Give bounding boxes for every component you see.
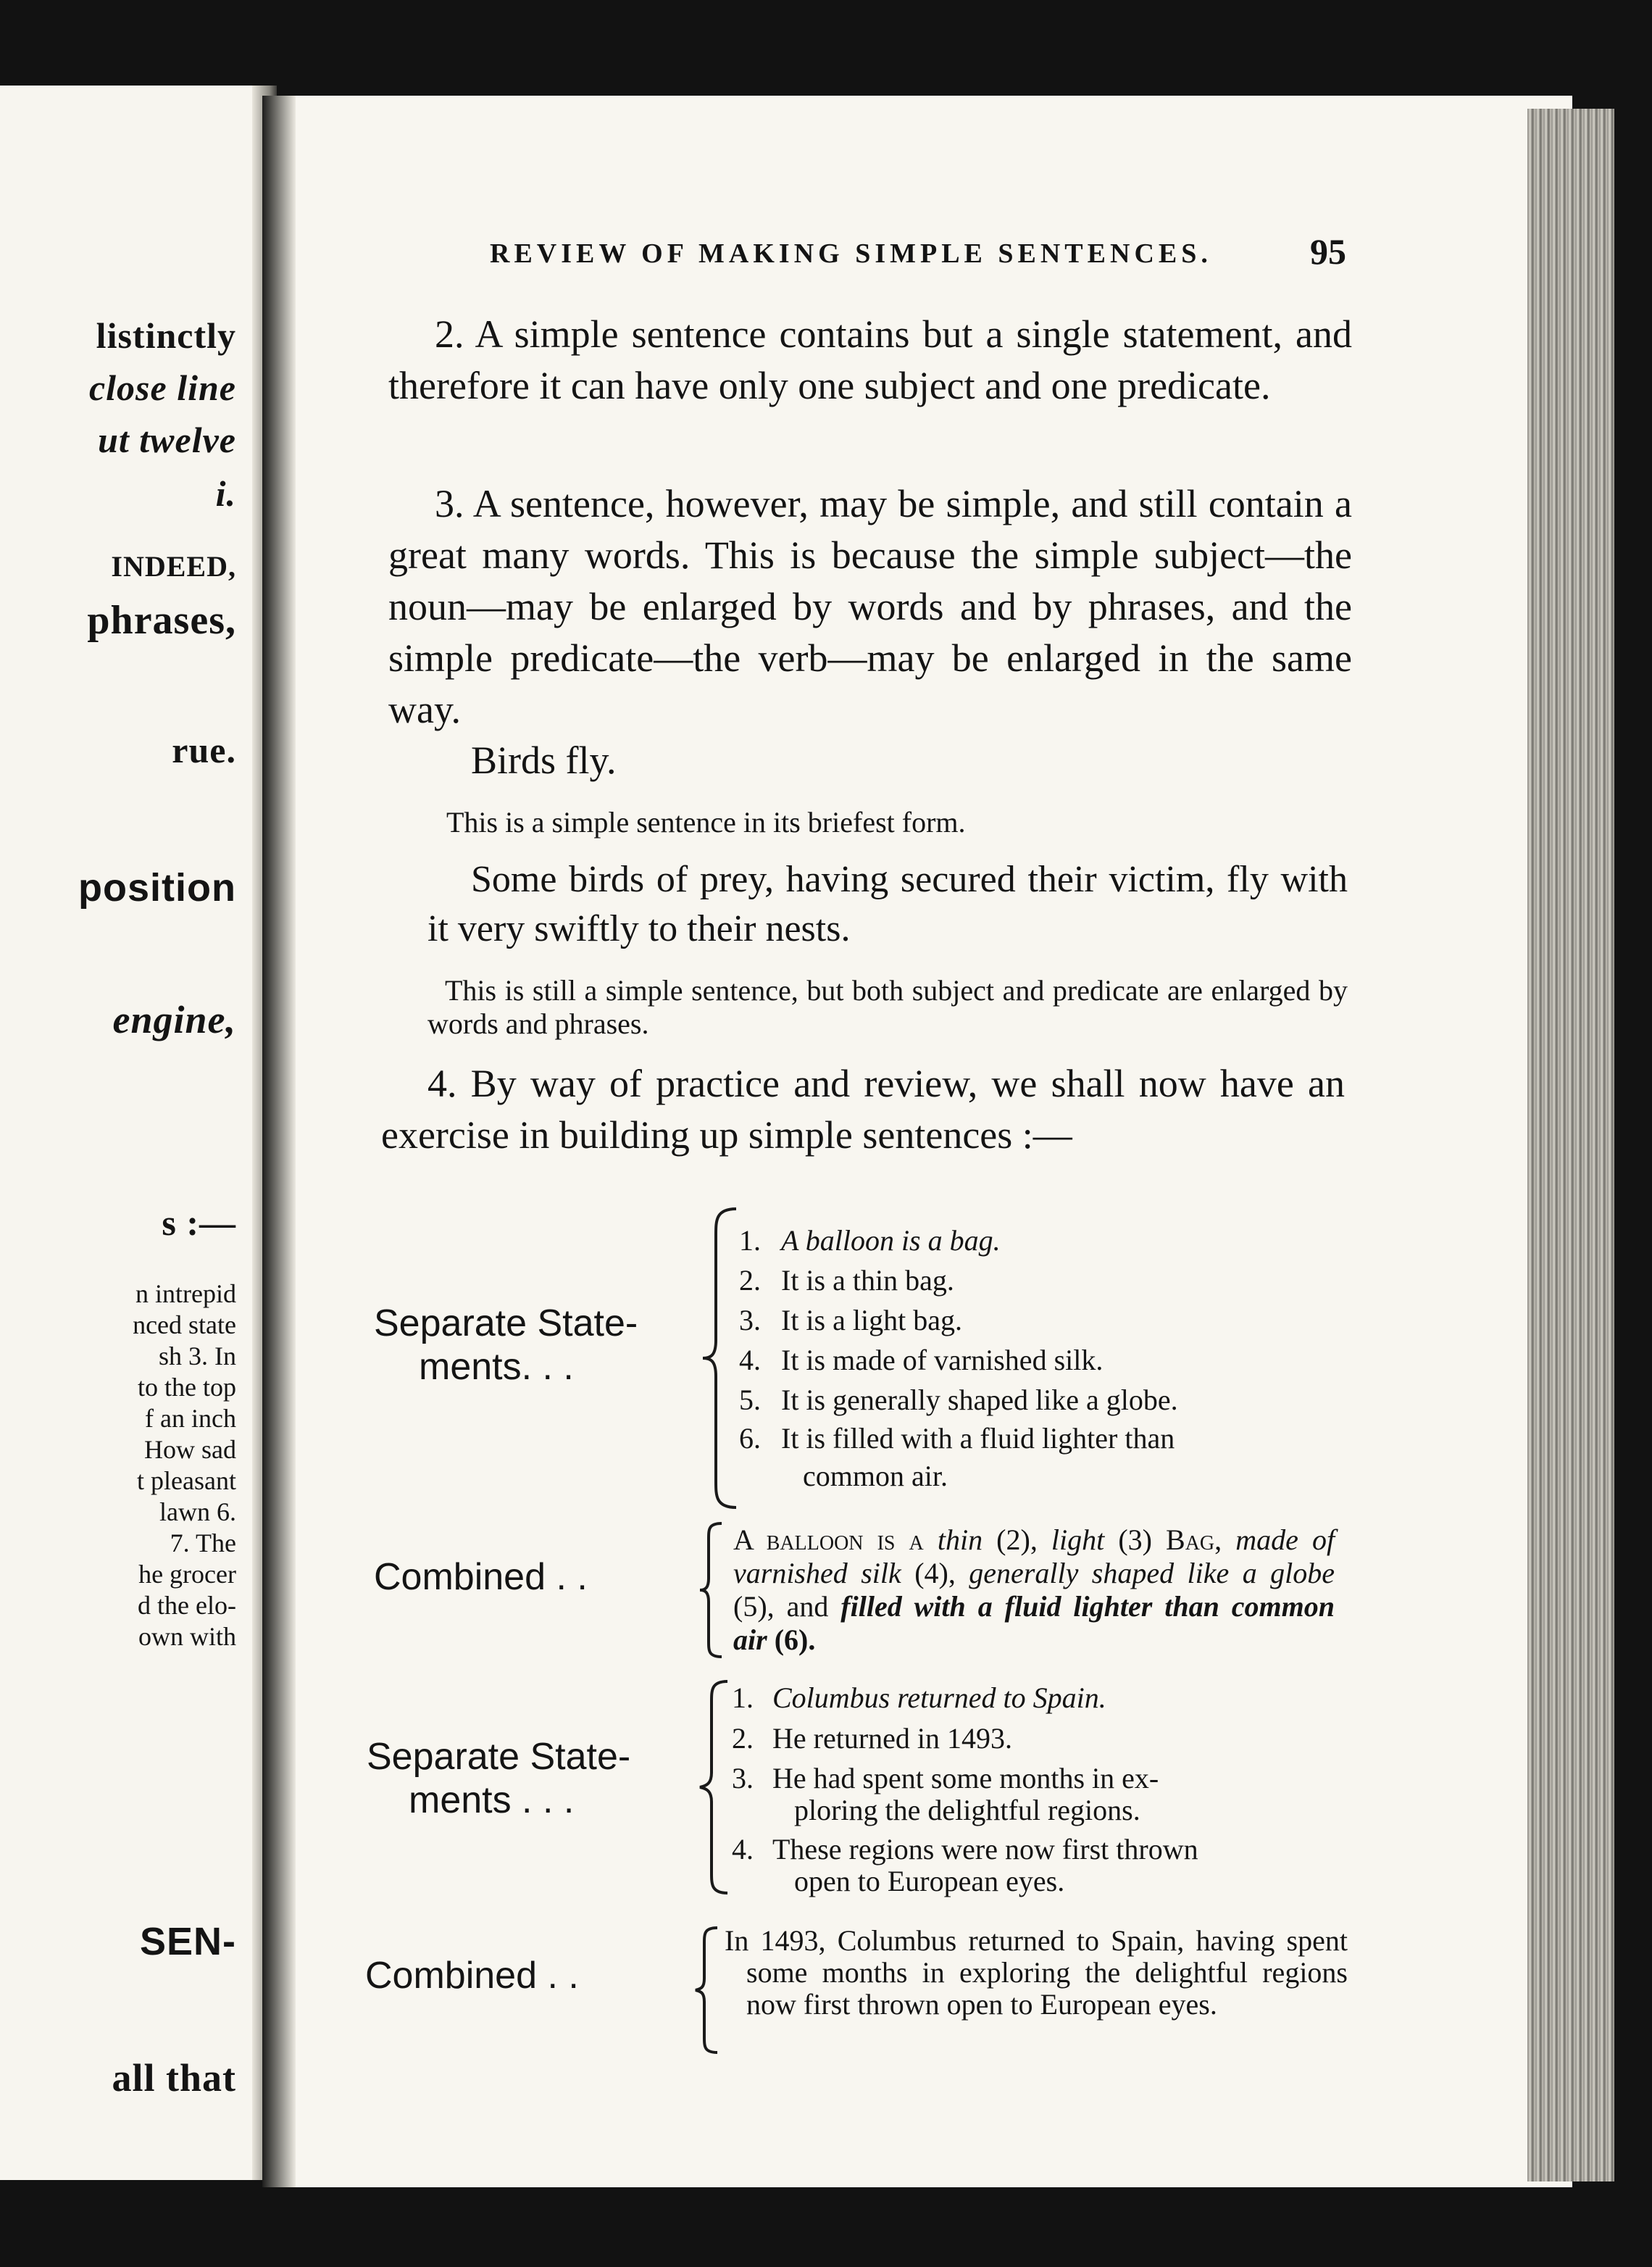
statement-item — [739, 1300, 1348, 1340]
item-number: 1. — [739, 1224, 761, 1257]
page-number: 95 — [1310, 231, 1346, 272]
statement-item — [732, 1721, 1348, 1757]
item-text: It is generally shaped like a globe. — [781, 1384, 1178, 1416]
left-small-line: t pleasant — [137, 1466, 236, 1495]
item-text: A balloon is a bag. — [781, 1224, 1001, 1257]
combined-part: filled with a fluid lighter than common air — [733, 1590, 1335, 1656]
example-sentence-1: Birds fly. — [471, 739, 617, 782]
left-line: phrases, — [87, 598, 236, 643]
combined-label-1: Combined . . — [374, 1556, 588, 1598]
paragraph-2 — [388, 309, 1352, 412]
combined-part: made of varnished silk — [733, 1523, 1335, 1589]
statement-item — [739, 1380, 1348, 1420]
example-note-1: This is a simple sentence in its briefest form. — [446, 806, 966, 839]
combined-part: thin — [937, 1523, 983, 1556]
combined-part: (5), and — [733, 1590, 829, 1623]
left-small-line: he grocer — [138, 1560, 236, 1589]
left-brace-3 — [697, 1679, 733, 1896]
item-number: 6. — [739, 1422, 761, 1455]
left-small-line: 7. The — [170, 1528, 236, 1557]
left-small-line: How sad — [144, 1435, 236, 1464]
left-line: all that — [112, 2056, 236, 2100]
left-small-line: n intrepid — [135, 1279, 236, 1308]
item-text-continued: open to European eyes. — [794, 1865, 1065, 1897]
paragraph-3 — [388, 478, 1352, 736]
statement-item — [739, 1420, 1348, 1495]
left-line: position — [78, 866, 236, 910]
statement-item — [739, 1220, 1348, 1260]
left-facing-page — [0, 86, 277, 2180]
paragraph-3-text: 3. A sentence, however, may be simple, and still contain a great many words. This is because the simple subject—the noun—may be enlarged by words and by phrases, and the simple predicate—the verb—may be enlarged in the same way. — [388, 482, 1352, 731]
statement-list-1 — [739, 1220, 1348, 1495]
item-text-continued: ploring the delightful regions. — [794, 1794, 1140, 1826]
left-small-line: nced state — [133, 1310, 236, 1339]
combined-part: light — [1051, 1523, 1105, 1556]
label-line: Separate State- — [374, 1302, 638, 1344]
item-number: 3. — [732, 1762, 754, 1794]
label-line: Separate State- — [367, 1736, 631, 1778]
paragraph-4-text: 4. By way of practice and review, we shall now have an exercise in building up simple sentences :— — [381, 1062, 1345, 1157]
left-small-line: to the top — [138, 1373, 236, 1402]
label-line: ments . . . — [409, 1779, 575, 1821]
left-line: INDEED, — [111, 550, 236, 583]
left-line: s :— — [162, 1202, 236, 1243]
item-number: 4. — [732, 1833, 754, 1865]
left-brace-4 — [693, 1925, 722, 2055]
item-text: It is a light bag. — [781, 1304, 962, 1336]
example-sentence-2 — [427, 855, 1348, 954]
combined-part: (2), — [996, 1523, 1038, 1556]
paragraph-4 — [381, 1058, 1345, 1161]
item-number: 2. — [739, 1264, 761, 1297]
item-number: 5. — [739, 1384, 761, 1416]
label-line: ments. . . — [419, 1346, 574, 1388]
example-note-2-text: This is still a simple sentence, but both subject and predicate are enlarged by words and phrases. — [427, 974, 1348, 1040]
item-text: These regions were now first thrown — [772, 1833, 1198, 1865]
left-brace-1 — [700, 1206, 743, 1510]
item-text: It is a thin bag. — [781, 1264, 954, 1297]
left-line: i. — [215, 473, 236, 514]
left-small-line: f an inch — [145, 1404, 236, 1433]
item-number: 2. — [732, 1722, 754, 1755]
combined-sentence-2: In 1493, Columbus returned to Spain, having spent some months in exploring the delightful regions now first thrown open to European eyes. — [725, 1924, 1348, 2021]
page-edges — [1527, 109, 1614, 2181]
combined-part: (6). — [774, 1623, 816, 1656]
separate-statements-label-2 — [367, 1735, 630, 1822]
left-small-line: d the elo- — [138, 1591, 236, 1620]
item-text: He returned in 1493. — [772, 1722, 1013, 1755]
statement-list-2 — [732, 1680, 1348, 1897]
combined-part: A balloon is a — [733, 1523, 924, 1556]
item-text: It is filled with a fluid lighter than — [781, 1422, 1175, 1455]
example-note-2 — [427, 974, 1348, 1041]
combined-label-2: Combined . . — [365, 1955, 579, 1997]
left-small-line: lawn 6. — [159, 1497, 236, 1526]
statement-item — [739, 1260, 1348, 1300]
combined-sentence-1 — [733, 1523, 1335, 1657]
separate-statements-label-1 — [374, 1302, 638, 1389]
left-small-block — [133, 1278, 236, 1652]
left-line: ut twelve — [98, 420, 236, 460]
item-text: It is made of varnished silk. — [781, 1344, 1104, 1376]
main-page-gutter — [262, 96, 296, 2187]
left-line: rue. — [172, 730, 236, 770]
left-line: close line — [88, 367, 236, 408]
running-header: REVIEW OF MAKING SIMPLE SENTENCES. — [490, 238, 1212, 269]
left-brace-2 — [697, 1521, 726, 1660]
left-line: engine, — [112, 998, 236, 1041]
left-line: listinctly — [96, 315, 236, 356]
combined-part: (3) — [1118, 1523, 1152, 1556]
item-number: 3. — [739, 1304, 761, 1336]
item-number: 4. — [739, 1344, 761, 1376]
statement-item — [732, 1763, 1348, 1826]
item-text-continued: common air. — [803, 1460, 948, 1492]
combined-part: Bag, — [1166, 1523, 1222, 1556]
left-line: SEN- — [139, 1920, 236, 1963]
statement-item — [739, 1340, 1348, 1380]
combined-part: generally shaped like a globe — [969, 1557, 1335, 1589]
left-small-line: own with — [138, 1622, 236, 1651]
paragraph-2-text: 2. A simple sentence contains but a single statement, and therefore it can have only one subject and one predicate. — [388, 312, 1352, 407]
example-sentence-2-text: Some birds of prey, having secured their victim, fly with it very swiftly to their nests. — [427, 859, 1348, 949]
statement-item — [732, 1834, 1348, 1897]
statement-item — [732, 1680, 1348, 1716]
item-text: Columbus returned to Spain. — [772, 1681, 1106, 1714]
item-number: 1. — [732, 1681, 754, 1714]
left-small-line: sh 3. In — [159, 1342, 236, 1370]
combined-part: (4), — [914, 1557, 956, 1589]
item-text: He had spent some months in ex- — [772, 1762, 1159, 1794]
